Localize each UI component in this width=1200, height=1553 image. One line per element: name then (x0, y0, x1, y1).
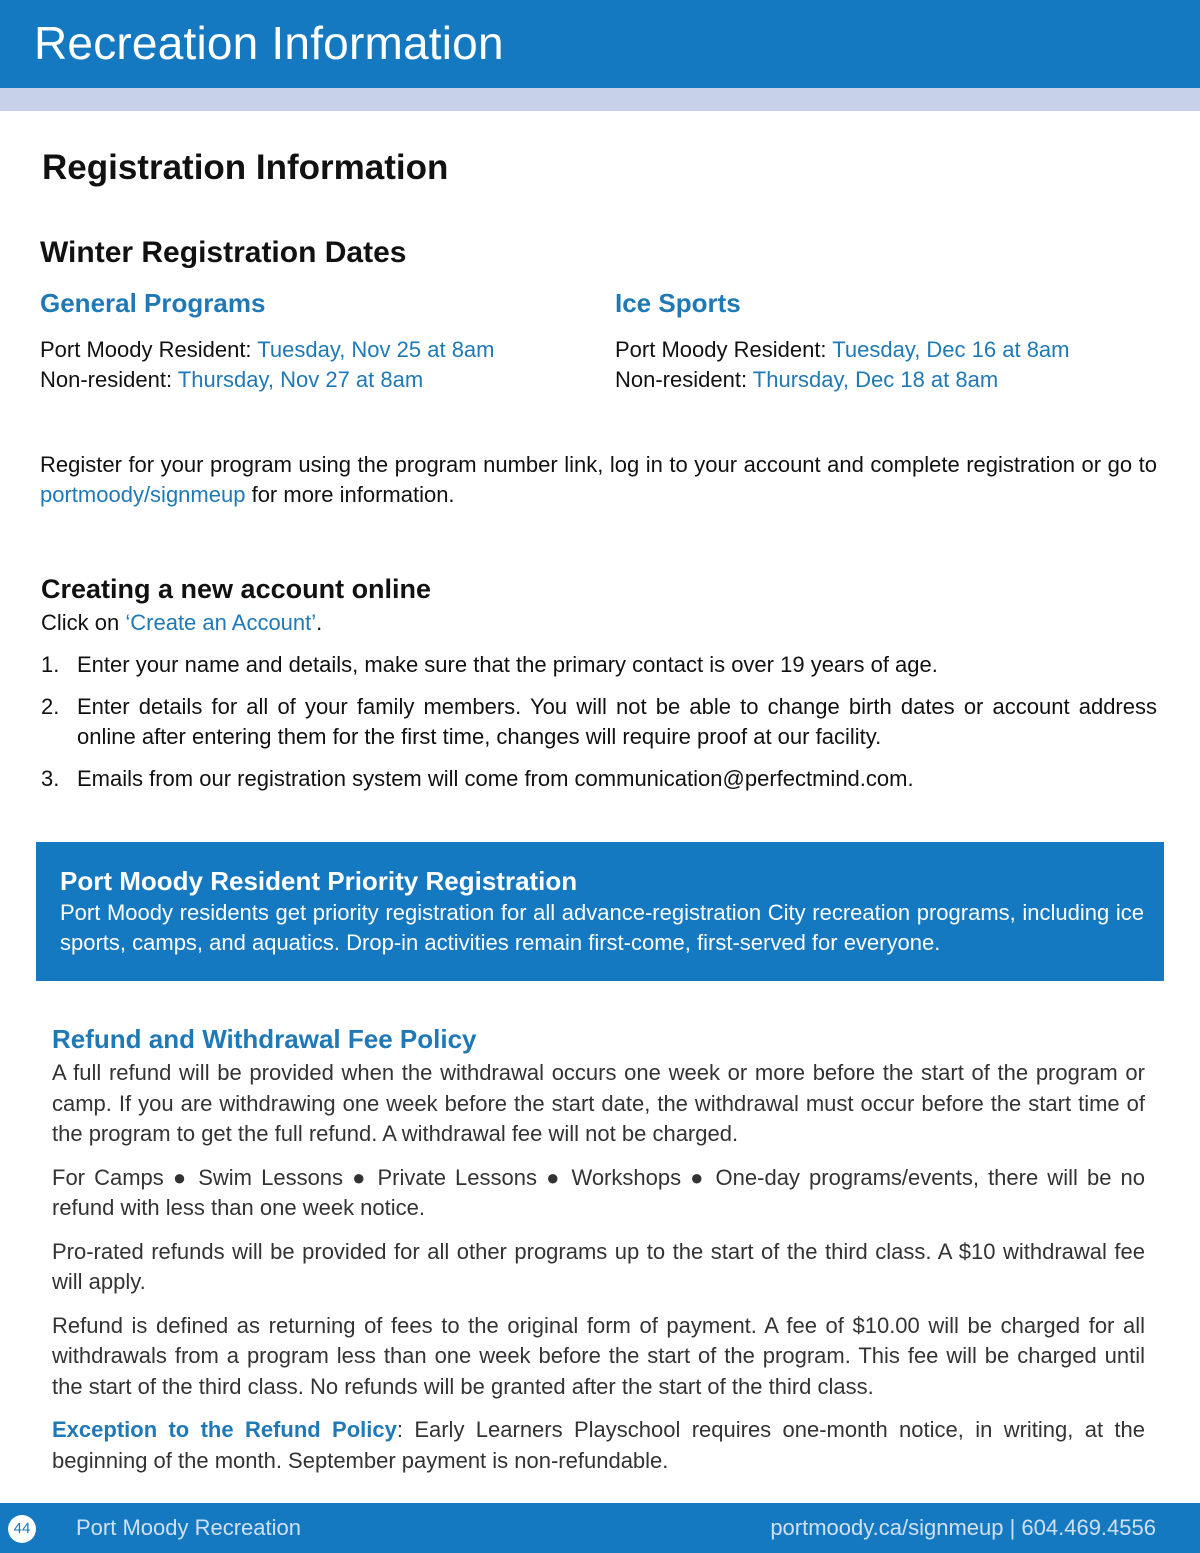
general-resident-line (40, 335, 495, 365)
registration-heading: Registration Information (42, 148, 449, 187)
create-account-heading: Creating a new account online (41, 574, 432, 604)
ice-resident-date: Tuesday, Dec 16 at 8am (832, 337, 1070, 362)
general-nonresident-label: Non-resident: (40, 367, 173, 392)
create-account-instruction (41, 608, 322, 638)
ice-nonresident-line (615, 365, 1070, 395)
refund-exception (52, 1415, 1145, 1476)
step-text: Emails from our registration system will come from communication@perfectmind.com. (77, 766, 914, 791)
step-number: 2. (41, 694, 60, 719)
footer-bar (0, 1503, 1200, 1553)
general-resident-label: Port Moody Resident: (40, 337, 252, 362)
refund-paragraph: Refund is defined as returning of fees to the original form of payment. A fee of $10.00 will be charged for all withdrawals from a program less than one week before the start of the program. This fee will be charged until the start of the third class. No refunds will be granted after the start of the third class. (52, 1312, 1145, 1399)
click-prefix: Click on (41, 610, 120, 635)
exception-text: : Early Learners Playschool requires one-month notice, in writing, at the beginning of the month. September payment is non-refundable. (52, 1417, 1145, 1473)
page-number-badge: 44 (8, 1515, 36, 1543)
header-band (0, 0, 1200, 88)
refund-heading: Refund and Withdrawal Fee Policy (52, 1024, 477, 1054)
ice-sports-title: Ice Sports (615, 288, 741, 318)
exception-label: Exception to the Refund Policy (52, 1417, 397, 1442)
list-item (41, 764, 1157, 794)
refund-paragraph: Pro-rated refunds will be provided for all other programs up to the start of the third class. A $10 withdrawal fee will apply. (52, 1238, 1145, 1294)
ice-resident-label: Port Moody Resident: (615, 337, 827, 362)
priority-registration-box (36, 842, 1164, 981)
signmeup-link[interactable]: portmoody/signmeup (40, 482, 246, 507)
register-note (40, 450, 1157, 510)
priority-title: Port Moody Resident Priority Registration (60, 866, 578, 896)
list-item (41, 692, 1157, 752)
ice-sports-column (615, 288, 1070, 395)
footer-contact[interactable]: portmoody.ca/signmeup | 604.469.4556 (770, 1515, 1156, 1540)
step-number: 1. (41, 652, 60, 677)
ice-nonresident-date: Thursday, Dec 18 at 8am (752, 367, 999, 392)
refund-paragraph: A full refund will be provided when the withdrawal occurs one week or more before the start of the program or camp. If you are withdrawing one week before the start date, the withdrawal must occur before the start time of the program to get the full refund. A withdrawal fee will not be charged. (52, 1060, 1145, 1146)
page-header-title: Recreation Information (34, 17, 504, 69)
header-strip (0, 88, 1200, 111)
ice-resident-line (615, 335, 1070, 365)
step-text: Enter your name and details, make sure that the primary contact is over 19 years of age. (77, 652, 938, 677)
priority-text: Port Moody residents get priority registration for all advance-registration City recreation programs, including ice sports, camps, and aquatics. Drop-in activities remain first-come, first-served for everyone. (60, 900, 1144, 955)
account-steps-list (41, 650, 1157, 806)
refund-policy-text (52, 1058, 1145, 1489)
general-programs-column (40, 288, 495, 395)
footer-publication-name: Port Moody Recreation (76, 1515, 301, 1540)
ice-nonresident-label: Non-resident: (615, 367, 748, 392)
register-note-text-after: for more information. (251, 482, 455, 507)
step-number: 3. (41, 766, 60, 791)
winter-dates-heading: Winter Registration Dates (40, 236, 407, 269)
step-text: Enter details for all of your family members. You will not be able to change birth dates or account address online after entering them for the first time, changes will require proof at our facility. (77, 694, 1157, 749)
general-nonresident-line (40, 365, 495, 395)
general-nonresident-date: Thursday, Nov 27 at 8am (177, 367, 424, 392)
register-note-text: Register for your program using the program number link, log in to your account and complete registration or go to (40, 452, 1157, 477)
create-account-link[interactable]: ‘Create an Account’ (125, 610, 317, 635)
list-item (41, 650, 1157, 680)
click-suffix: . (316, 610, 323, 635)
general-programs-title: General Programs (40, 288, 266, 318)
refund-paragraph: For Camps ● Swim Lessons ● Private Lessons ● Workshops ● One-day programs/events, there will be no refund with less than one week notice. (52, 1164, 1145, 1220)
general-resident-date: Tuesday, Nov 25 at 8am (257, 337, 495, 362)
